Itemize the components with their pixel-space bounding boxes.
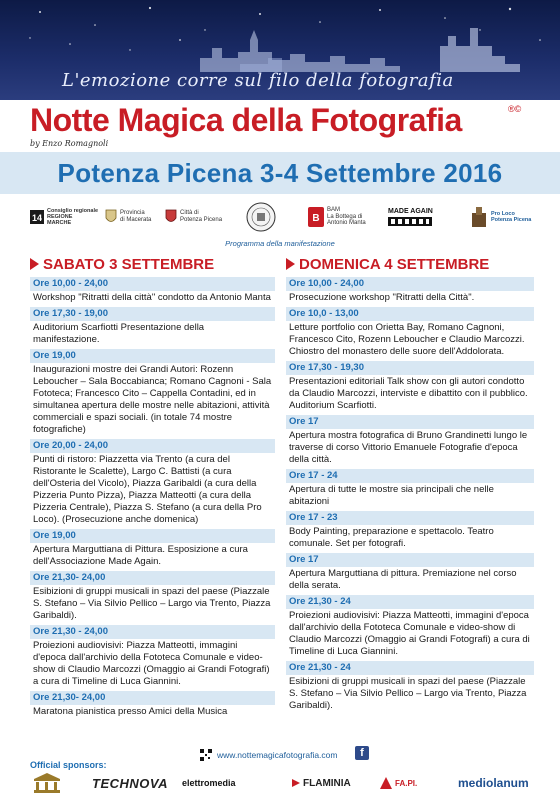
region-marche-icon [30,210,44,224]
region-marche-logo [30,198,98,236]
patron-label: BAM La Bottega di Antonio Manta [327,207,366,227]
entry-time: Ore 19,00 [30,529,275,543]
day-title: DOMENICA 4 SETTEMBRE [299,255,490,273]
entry-description: Proiezioni audiovisivi: Piazza Matteotti, immagini d'epoca dall'archivio della Fototeca Comunale e video-show di Claudio Marcozzi (Omaggio ai Grandi Fotografi) a cura di Timeline di Luca Giannini. [33,640,270,687]
patron-label: Provincia di Macerata [120,210,152,223]
entry-time: Ore 10,00 - 24,00 [286,277,534,291]
sponsor-name: FLAMINIA [303,777,351,789]
entry-description: Esibizioni di gruppi musicali in spazi del paese (Piazzale S. Stefano – Via Silvio Pellico – Largo via Trento, Piazza Garibaldi). [33,586,271,621]
website-link[interactable] [200,748,337,762]
entry-description: Body Painting, preparazione e spettacolo. Teatro comunale. Set per fotografi. [289,526,494,549]
day-title: SABATO 3 SETTEMBRE [43,255,215,273]
sunday-schedule [286,277,534,712]
triangle-bullet-icon [286,258,295,270]
sponsor-name: elettromedia [182,778,236,788]
entry-time: Ore 17 [286,415,534,429]
schedule-entry [286,511,534,550]
page-title: Notte Magica della Fotografia [30,102,462,138]
patron-label: Città di Potenza Picena [180,210,223,223]
bank-crest-logo [30,770,64,796]
svg-text:B: B [312,213,320,224]
city-crest-icon [165,209,177,225]
schedule-entry [30,691,275,718]
sponsors-label: Official sponsors: [30,760,107,770]
entry-description: Apertura di tutte le mostre sia principali che nelle abitazioni [289,484,494,507]
website-url: www.nottemagicafotografia.com [217,750,338,760]
entry-time: Ore 21,30 - 24,00 [30,625,275,639]
entry-description: Presentazioni editoriali Talk show con gli autori condotto da Claudio Marcozzi, interviste e dibattito con il pubblico. Auditorium Scarfiotti. [289,376,528,411]
schedule-entry [286,469,534,508]
schedule-entry [30,307,275,346]
patron-label: Pro Loco Potenza Picena [491,210,532,223]
schedule-entry [30,529,275,568]
patron-label: MADE AGAIN [388,208,433,216]
schedule-entry [286,595,534,658]
schedule-entry [286,415,534,466]
schedule-entry [30,439,275,526]
schedule-entry [30,571,275,622]
entry-description: Auditorium Scarfiotti Presentazione della manifestazione. [33,322,205,345]
qr-code-icon [200,749,212,761]
entry-description: Inaugurazioni mostre dei Grandi Autori: Rozenn Leboucher – Sala Boccabianca; Romano Cagnoni - Sala Fototeca; Francesco Cito – Cappella Contadini, ed in simultanea apertura delle mostre nelle abitazioni, attività commerciali e spazi sociali. (in totale 74 mostre fotografiche) [33,364,272,435]
schedule-entry [30,349,275,436]
flaminia-arrow-icon [292,779,300,787]
bam-icon [308,207,324,227]
schedule-entry [286,661,534,712]
entry-description: Apertura Marguttiana di pittura. Premiazione nel corso della serata. [289,568,517,591]
circular-seal-logo [245,198,277,236]
saturday-column [30,254,275,721]
program-subtitle: Programma della manifestazione [225,239,335,248]
header-banner [0,0,560,100]
entry-time: Ore 17,30 - 19,30 [286,361,534,375]
fapi-icon [380,777,392,789]
schedule-entry [30,625,275,688]
entry-time: Ore 21,30 - 24 [286,595,534,609]
entry-description: Apertura mostra fotografica di Bruno Grandinetti lungo le traverse di corso Vittorio Emanuele Fotografie d'epoca della città. [289,430,528,465]
patron-label: Consiglio regionale REGIONE MARCHE [47,207,99,227]
entry-time: Ore 17 - 24 [286,469,534,483]
entry-time: Ore 17 [286,553,534,567]
sponsor-name: FA.PI. [395,778,418,788]
entry-time: Ore 21,30- 24,00 [30,691,275,705]
entry-time: Ore 10,0 - 13,00 [286,307,534,321]
event-date: Potenza Picena 3-4 Settembre 2016 [57,158,503,188]
bank-crest-icon [30,771,64,795]
entry-time: Ore 21,30 - 24 [286,661,534,675]
entry-description: Esibizioni di gruppi musicali in spazi del paese (Piazzale S. Stefano – Via Silvio Pellico – Largo via Trento, Piazza Garibaldi). [289,676,527,711]
schedule-entry [286,553,534,592]
circular-seal-icon [245,201,277,233]
province-crest-icon [105,209,117,225]
mediolanum-logo [458,770,529,796]
sunday-heading [286,254,534,274]
saturday-heading [30,254,275,274]
sunday-column [286,254,534,715]
schedule-entry [286,277,534,304]
fapi-logo [380,770,417,796]
svg-text:14: 14 [31,213,43,223]
registered-mark: ®© [508,104,522,114]
city-logo [165,198,222,236]
schedule-entry [286,361,534,412]
entry-description: Maratona pianistica presso Amici della Musica [33,706,228,717]
entry-time: Ore 21,30- 24,00 [30,571,275,585]
sponsor-name: mediolanum [458,776,529,790]
patron-logos [30,198,535,236]
entry-description: Prosecuzione workshop "Ritratti della Città". [289,292,475,303]
entry-description: Workshop "Ritratti della città" condotto da Antonio Manta [33,292,271,303]
facebook-icon[interactable]: f [355,746,369,760]
technova-logo [92,770,168,796]
elettromedia-logo [182,770,236,796]
pro-loco-icon [470,207,488,227]
entry-description: Punti di ristoro: Piazzetta via Trento (a cura del Ristorante le Scalette), Largo C. Battisti (a cura dell'Osteria del Vicolo), Piazza Garibaldi (a cura della Pizzeria Punto Pizza), Piazza Matteotti (a cura della Pizzeria Centrale), Piazza S. Stefano (a cura della Pro Loco). (Prosecuzione anche domenica) [33,454,262,525]
byline: by Enzo Romagnoli [30,139,109,148]
entry-time: Ore 20,00 - 24,00 [30,439,275,453]
entry-time: Ore 10,00 - 24,00 [30,277,275,291]
entry-time: Ore 17 - 23 [286,511,534,525]
sponsor-logos [30,770,535,796]
flaminia-logo [292,770,351,796]
sponsor-name: TECHNOVA [92,775,168,791]
saturday-schedule [30,277,275,718]
entry-description: Apertura Marguttiana di Pittura. Esposizione a cura dell'Associazione Made Again. [33,544,248,567]
made-again-icon [388,217,432,226]
entry-description: Letture portfolio con Orietta Bay, Romano Cagnoni, Francesco Cito, Rozenn Leboucher e Claudio Marcozzi. Chiostro del monastero delle suore dell'Addolorata. [289,322,525,357]
entry-time: Ore 19,00 [30,349,275,363]
entry-description: Proiezioni audiovisivi: Piazza Matteotti, immagini d'epoca dall'archivio della Fototeca Comunale e video-show di Claudio Marcozzi (Omaggio ai Grandi Fotografi) a cura di Timeline di Luca Giannini. [289,610,530,657]
province-logo [105,198,151,236]
tagline: L'emozione corre sul filo della fotografia [62,70,454,91]
schedule-entry [286,307,534,358]
triangle-bullet-icon [30,258,39,270]
schedule-entry [30,277,275,304]
made-again-logo [388,198,433,236]
entry-time: Ore 17,30 - 19,00 [30,307,275,321]
bam-logo [308,198,366,236]
pro-loco-logo [470,198,531,236]
